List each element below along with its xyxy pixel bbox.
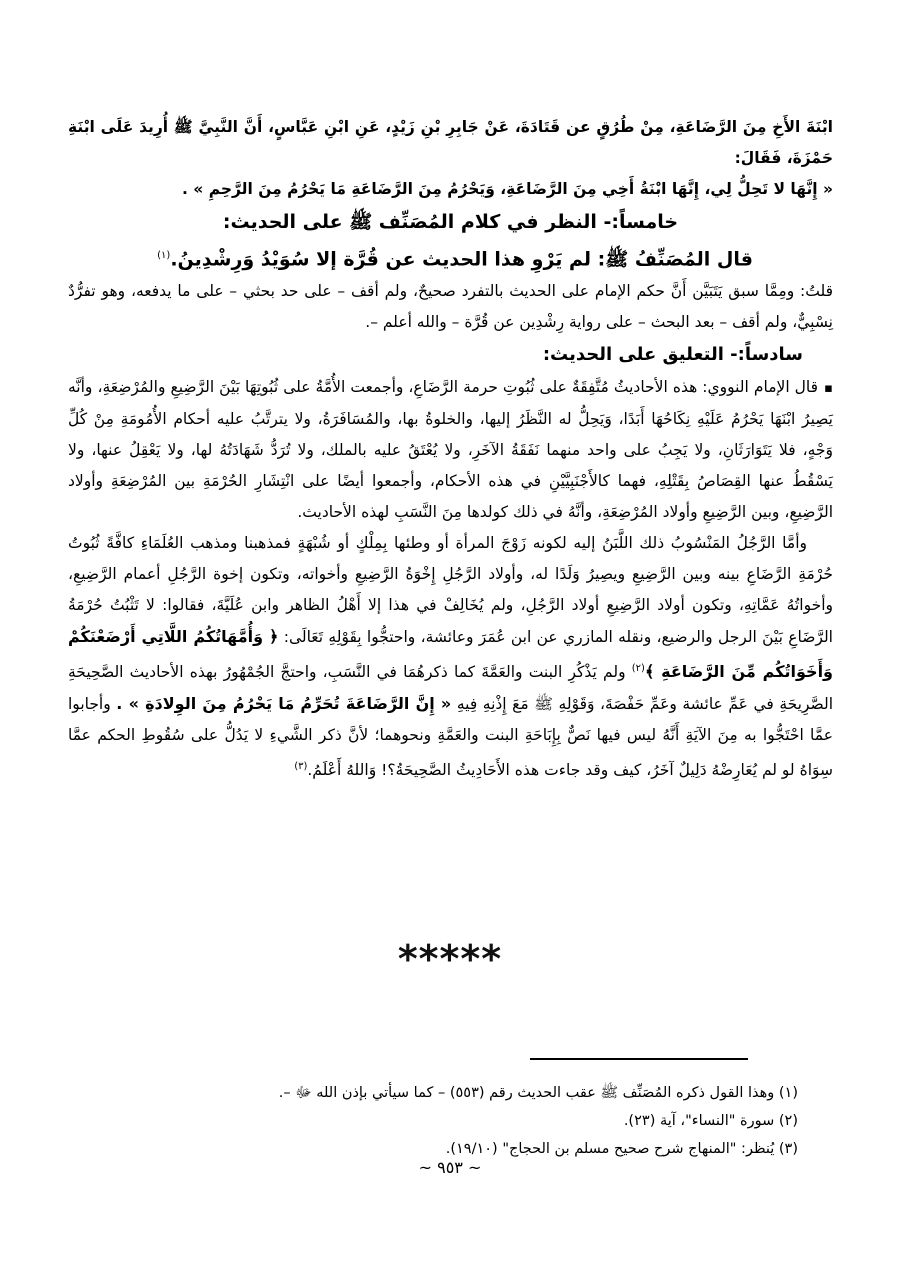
heading-section-6: سادساً:- التعليق على الحديث: (542, 344, 803, 366)
footnote-divider (530, 1058, 748, 1060)
page-body (68, 112, 833, 787)
author-quote-text: قال المُصَنِّفُ ﷺ: لم يَرْوِ هذا الحديث عن قُرَّة إلا سُوَيْدُ وَرِشْدِينُ. (170, 248, 753, 271)
author-quote (68, 239, 833, 276)
page-number: ~ ٩٥٣ ~ (418, 1158, 482, 1177)
footnote-ref-1: (١) (157, 250, 171, 261)
footnote-3: (٣) يُنظر: "المنهاج شرح صحيح مسلم بن الحجاج" (١٩/١٠). (445, 1141, 798, 1157)
second-paragraph-part-b: ولم يَذْكُرِ البنت والعَمَّةَ كما ذكرهُمَا في النَّسَبِ، واحتجَّ الجُمْهُورُ بهذه الأحاديث الصَّحِيحَةِ الصَّرِيحَةِ في عَمِّ عائشة وعَمِّ حَفْصَةَ، وَقَوْلِهِ ﷺ مَعَ إِذْنِهِ فِيهِ (68, 663, 833, 714)
footnote-ref-2: (٢) (631, 663, 645, 675)
section-separator: ***** (397, 937, 503, 981)
footnote-ref-3: (٣) (294, 761, 308, 773)
second-paragraph-part-c: وأجابوا عمَّا احْتَجُّوا به مِنَ الآيَةِ أَنَّهُ ليس فيها نَصٌّ بِإِبَاحَةِ البنت والعَمَّةِ ونحوهما؛ لأنَّ ذكر الشَّيءِ لا يَدُلُّ على سُقُوطِ الحكم عمَّا سِوَاهُ لو لم يُعَارِضْهُ دَلِيلٌ آخَرُ، كيف وقد جاءت هذه الأَحَادِيثُ الصَّحِيحَةُ؟! وَاللهُ أَعْلَمُ. (68, 695, 833, 780)
footnote-2: (٢) سورة "النساء"، آية (٢٣). (623, 1113, 798, 1129)
intro-line-2: « إِنَّهَا لا تَحِلُّ لِي، إِنَّهَا ابْنَةُ أَخِي مِنَ الرَّضَاعَةِ، وَيَحْرُمُ مِنَ الرَّضَاعَةِ مَا يَحْرُمُ مِنَ الرَّحِمِ » . (182, 180, 833, 198)
footnote-1: (١) وهذا القول ذكره المُصَنِّف ﷺ عقب الحديث رقم (٥٥٣) – كما سيأتي بإذن الله ﷻ –. (278, 1085, 798, 1101)
heading-section-5: خامساً:- النظر في كلام المُصَنِّف ﷺ على الحديث: (222, 211, 679, 233)
second-paragraph (68, 528, 833, 786)
comment-paragraph: قلتُ: ومِمَّا سبق يَتَبَيَّن أَنَّ حكم الإمام على الحديث بالتفرد صحيحٌ، ولم أقف – على حد بحثي – على ما يدفعه، وهو تفرُّدٌ نِسْبِيٌّ، ولم أقف – بعد البحث – على رواية رِشْدِين عن قُرَّة – والله أعلم –. (68, 282, 833, 332)
hadith-quote: « إِنَّ الرَّضَاعَةَ تُحَرِّمُ مَا يَحْرُمُ مِنَ الوِلادَةِ » . (116, 694, 452, 714)
quran-verse: ﴿ وَأُمَّهَاتُكُمُ اللَّاتِي أَرْضَعْنَكُمْ وَأَخَوَاتُكُم مِّنَ الرَّضَاعَةِ ﴾ (68, 627, 833, 682)
second-paragraph-part-a: وأمَّا الرَّجُلُ المَنْسُوبُ ذلك اللَّبَنُ إليه لكونه زَوْجَ المرأة أو وطئها بِمِلْكٍ أو شُبْهَةٍ فمذهبنا ومذهب العُلَمَاءِ كافَّةً ثُبُوتُ حُرْمَةِ الرَّضَاعِ بينه وبين الرَّضِيعِ ويصِيرُ وَلَدًا له، وأولاد الرَّجُلِ إِخْوَةُ الرَّضِيعِ وأخواته، وتكون إخوة الرَّجُلِ أعمام الرَّضِيعِ، وأخواتُهُ عَمَّاتِهِ، وتكون أولاد الرَّضِيعِ أولاد الرَّجُلِ، ولم يُخَالِفْ في هذا إلا أَهْلُ الظاهر وابن عُلَيَّةَ، فقالوا: لا تَثْبُتُ حُرْمَةُ الرَّضَاعِ بَيْنَ الرجل والرضيع، ونقله المازري عن ابن عُمَرَ وعائشة، واحتجُّوا بِقَوْلِهِ تَعَالَى: (68, 534, 833, 647)
nawawi-paragraph: ▪ قال الإمام النووي: هذه الأحاديثُ مُتَّفِقَةٌ على ثُبُوتِ حرمة الرَّضَاعِ، وأجمعت الأُمَّةُ على ثُبُوتِهَا بَيْنَ الرَّضِيعِ والمُرْضِعَةِ، وأنَّه يَصِيرُ ابْنَهَا يَحْرُمُ عَلَيْهِ نِكَاحُهَا أَبَدًا، وَيَحِلُّ له النَّظَرُ إليها، والخلوةُ بها، والمُسَافَرَةُ، ولا يترتَّبُ عليه أحكام الأُمُومَةِ مِنْ كُلِّ وَجْهٍ، فلا يَتَوَارَثَانِ، ولا يَجِبُ على واحد منهما نَفَقَةُ الآخَرِ، ولا يُعْتَقُ عليه بالملك، ولا تُرَدُّ شَهَادَتُهُ لها، ولا يَعْقِلُ عنها، ولا يَسْقُطُ عنها القِصَاصُ بِقَتْلِهِ، فهما كالأَجْنَبِيَّيْنِ في هذه الأحكام، وأجمعوا أيضًا على انْتِشَارِ الحُرْمَةِ بين المُرْضِعَةِ وأولاد الرَّضِيعِ، وبين الرَّضِيعِ وأولاد المُرْضِعَةِ، وأنَّهُ في ذلك كولدها مِنَ النَّسَبِ لهذه الأحاديث. (68, 372, 833, 528)
intro-line-1: ابْنَةَ الأَخِ مِنَ الرَّضَاعَةِ، مِنْ طُرُقٍ عن قَتَادَةَ، عَنْ جَابِرِ بْنِ زَيْدٍ، عَنِ ابْنِ عَبَّاسٍ، أَنَّ النَّبِيَّ ﷺ أُرِيدَ عَلَى ابْنَةِ حَمْزَةَ، فَقَالَ: (68, 118, 833, 167)
